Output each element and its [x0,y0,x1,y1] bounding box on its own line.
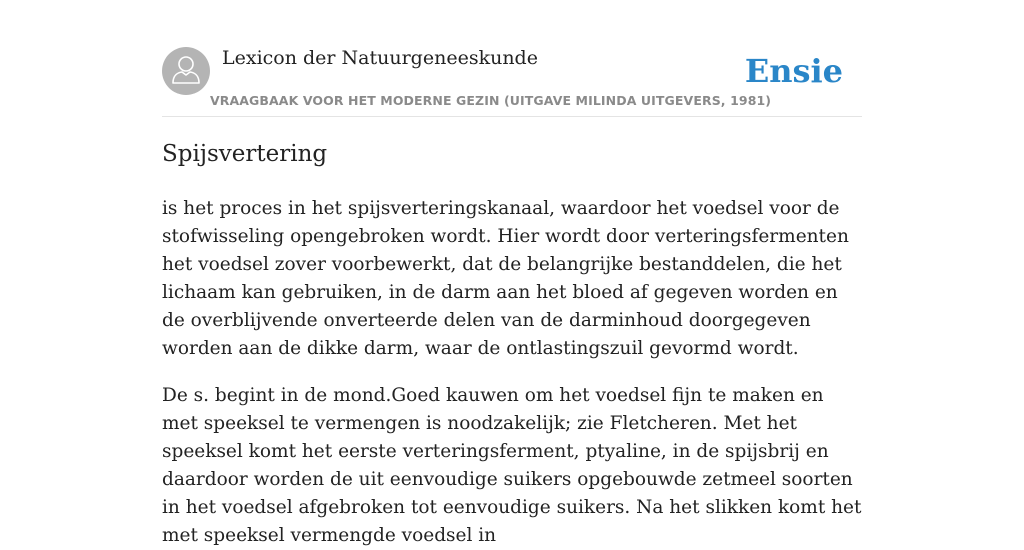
source-header [162,46,862,117]
avatar[interactable] [162,47,210,95]
article-title: Spijsvertering [162,141,328,167]
article [162,136,862,550]
source-subtitle: VRAAGBAAK VOOR HET MODERNE GEZIN (UITGAVE MILINDA UITGEVERS, 1981) [210,93,772,108]
source-title[interactable]: Lexicon der Natuurgeneeskunde [222,47,538,69]
user-icon [162,47,210,95]
article-paragraph: De s. begint in de mond.Goed kauwen om het voedsel fijn te maken en met speeksel te vermengen is noodzakelijk; zie Fletcheren. Met het speeksel komt het eerste verteringsferment, ptyaline, in de spijsbrij en daardoor worden de uit eenvoudige suikers opgebouwde zetmeel soorten in het voedsel afgebroken tot eenvoudige suikers. Na het slikken komt het met speeksel vermengde voedsel in [162,385,862,546]
article-paragraph: is het proces in het spijsverteringskanaal, waardoor het voedsel voor de stofwisseling opengebroken wordt. Hier wordt door verteringsfermenten het voedsel zover voorbewerkt, dat de belangrijke bestanddelen, die het lichaam kan gebruiken, in de darm aan het bloed af gegeven worden en de overblijvende onverteerde delen van de darminhoud doorgegeven worden aan de dikke darm, waar de ontlastingszuil gevormd wordt. [162,198,849,359]
ensie-logo[interactable]: Ensie [744,52,843,90]
